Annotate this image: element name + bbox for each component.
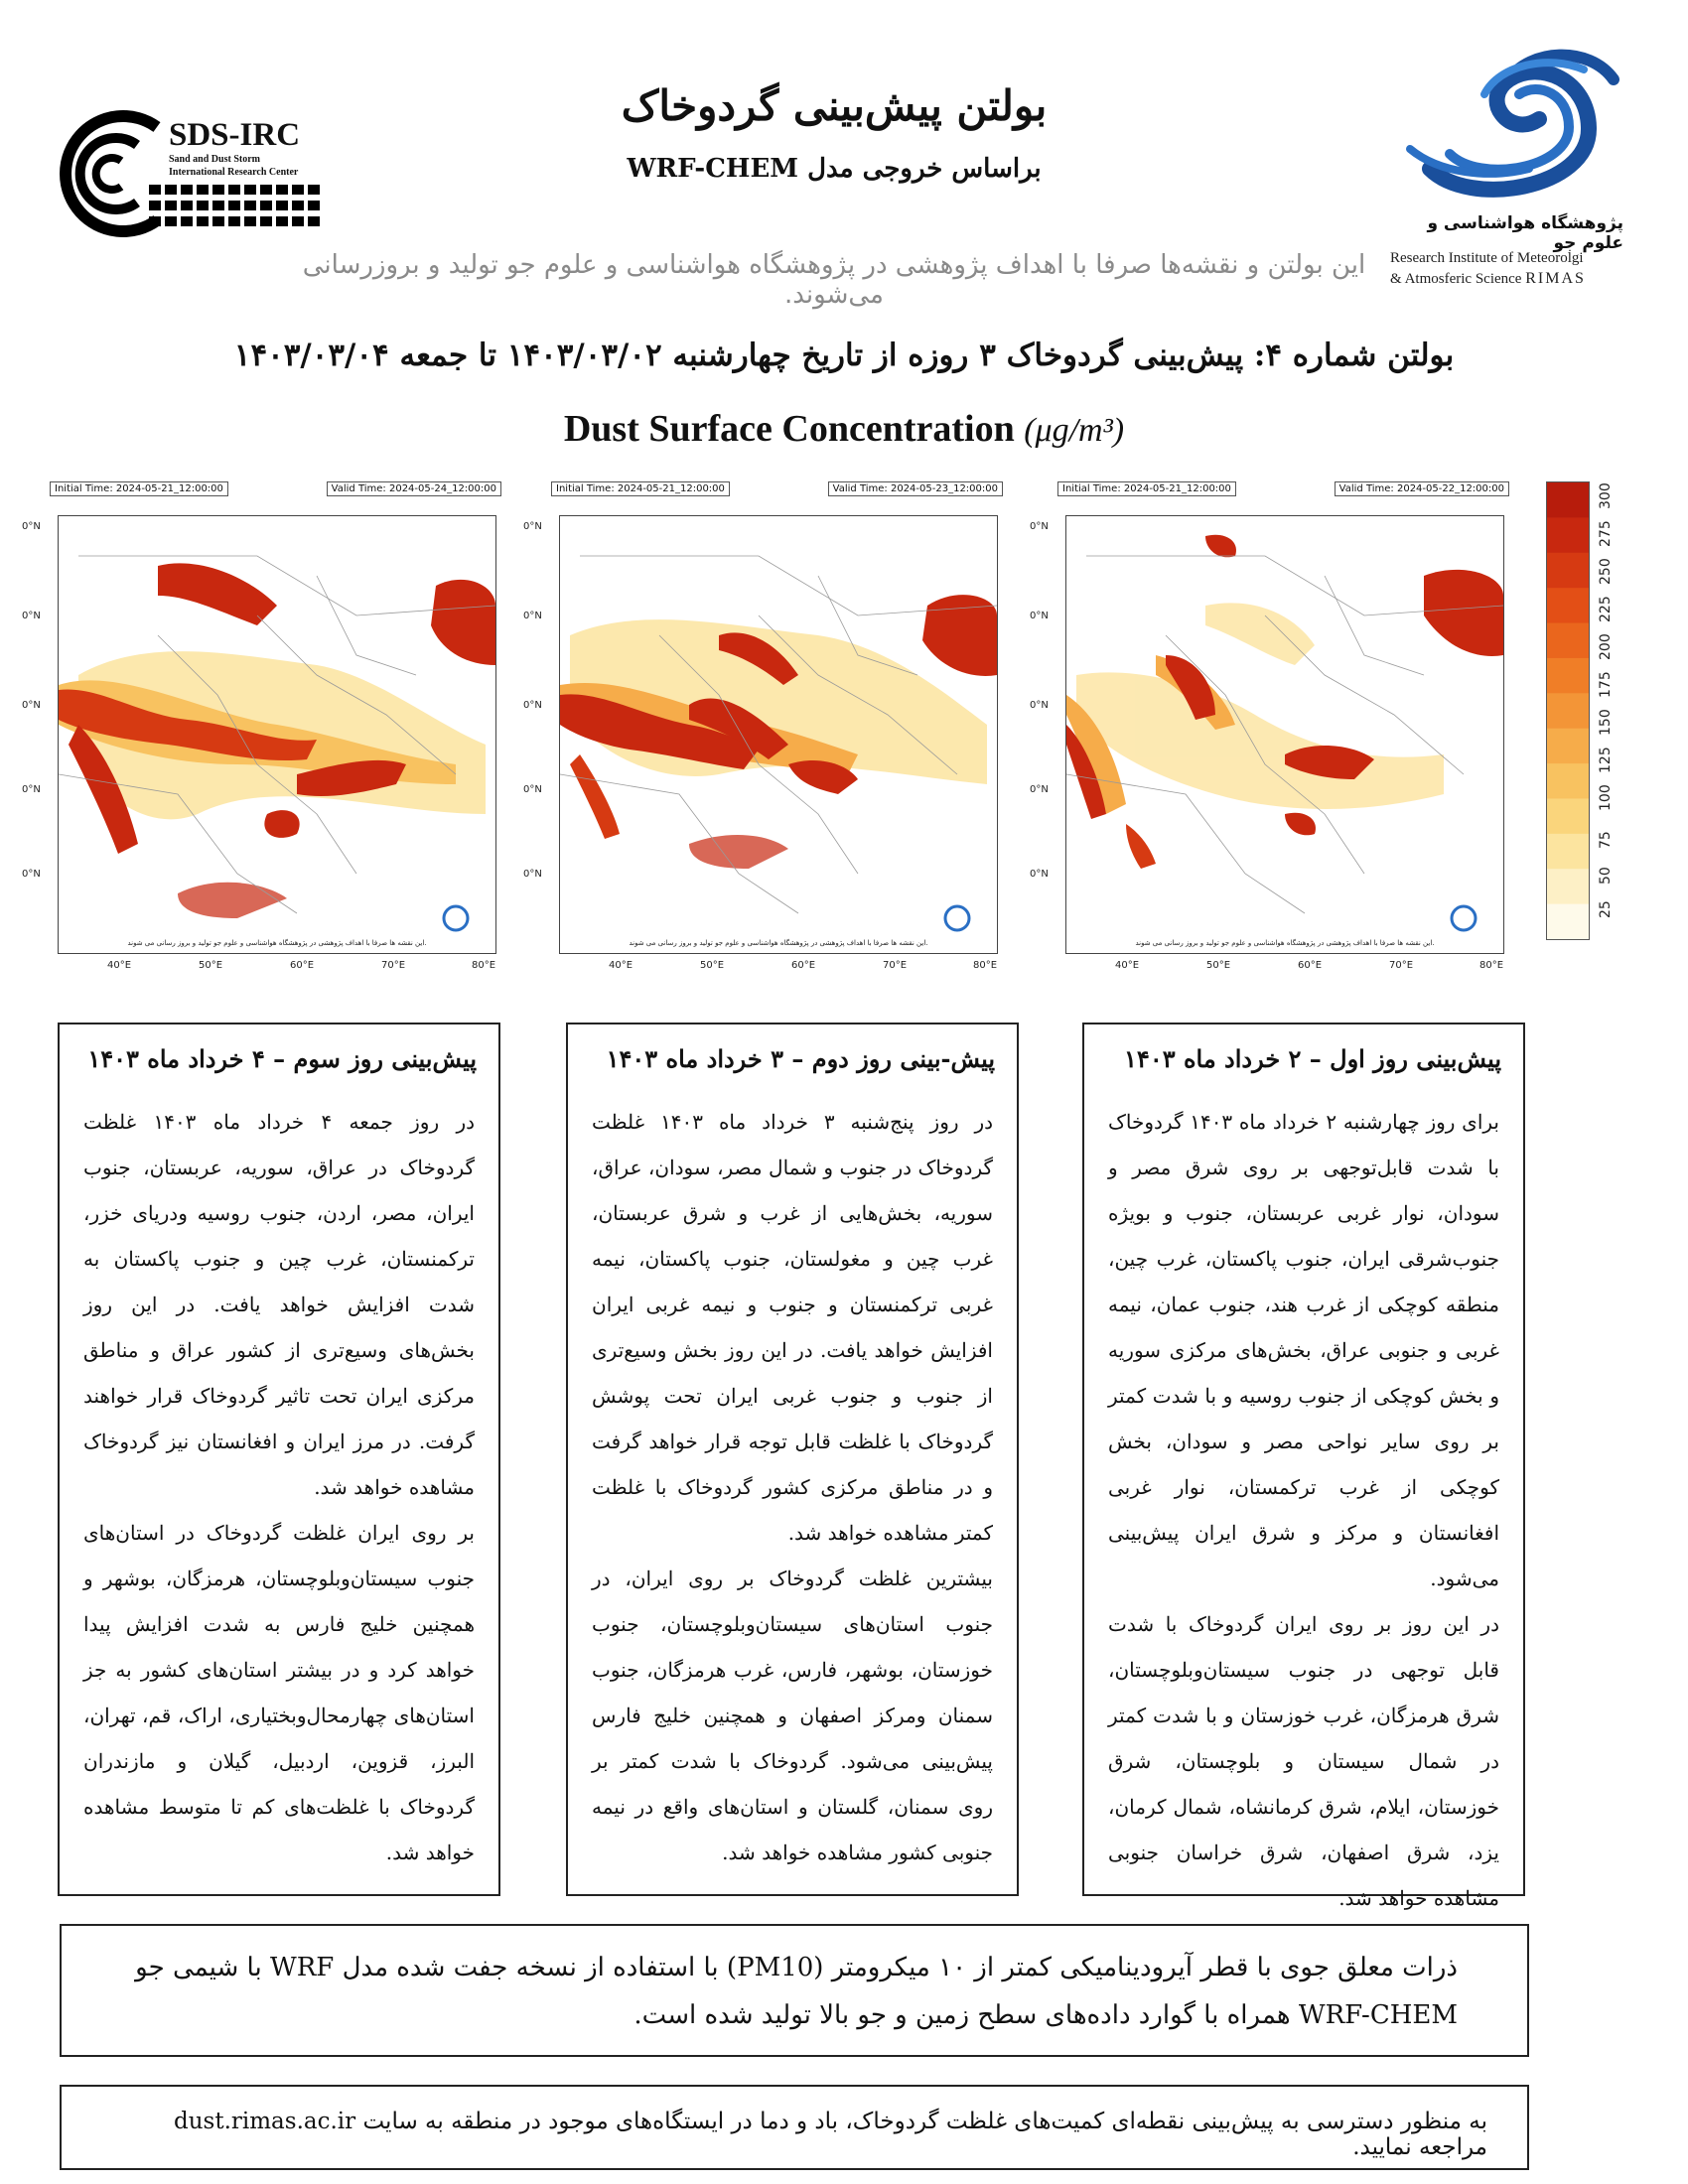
forecast-paragraph: در این روز بر روی ایران گردوخاک با شدت قابل توجهی در جنوب سیستان‌وبلوچستان، شرق هرمزگان، غرب خوزستان و با شدت کمتر در شمال سیستان و بلوچستان، شرق خوزستان، ایلام، شرق کرمانشاه، شمال کرمان، یزد، شرق اصفهان، شرق خراسان جنوبی مشاهده خواهد شد. (1108, 1612, 1499, 1910)
map-footer-note: این نقشه ها صرفا با اهداف پژوهشی در پژوهشگاه هواشناسی و علوم جو تولید و بروز رسانی می شوند. (1135, 939, 1435, 947)
forecast-box-body (1084, 1073, 1523, 1921)
colorbar-segment (1547, 869, 1589, 904)
colorbar-label: 75 (1598, 831, 1614, 849)
colorbar-labels (1594, 481, 1623, 938)
forecast-paragraph: بر روی ایران غلظت گردوخاک در استان‌های جنوب سیستان‌وبلوچستان، هرمزگان، بوشهر و همچنین خلیج فارس به شدت افزایش پیدا خواهد کرد و در بیشتر استان‌های کشور به جز استان‌های چهارمحال‌وبختیاری، اراک، قم، تهران، البرز، قزوین، اردبیل، گیلان و مازندران گردوخاک با غلظت‌های کم تا متوسط مشاهده خواهد شد. (83, 1521, 475, 1864)
model-note-box (60, 1924, 1529, 2057)
bulletin-number-title: بولتن شماره ۴: پیش‌بینی گردوخاک ۳ روزه از تاریخ چهارشنبه ۱۴۰۳/۰۳/۰۲ تا جمعه ۱۴۰۳/۰۳/۰۴ (233, 338, 1455, 373)
rimas-logo (1390, 40, 1628, 208)
lon-tick: 50°E (199, 960, 223, 971)
lon-tick: 70°E (883, 960, 908, 971)
colorbar-label: 175 (1598, 671, 1614, 698)
lon-tick: 50°E (700, 960, 725, 971)
lat-tick: 0°N (523, 521, 542, 532)
lat-tick: 0°N (22, 611, 41, 621)
colorbar-label: 225 (1598, 596, 1614, 622)
colorbar-segment (1547, 482, 1589, 518)
dust-map-day1 (1065, 515, 1504, 954)
map-footer-note: این نقشه ها صرفا با اهداف پژوهشی در پژوهشگاه هواشناسی و علوم جو تولید و بروز رسانی می شوند. (629, 939, 928, 947)
colorbar-label: 125 (1598, 747, 1614, 773)
lat-tick: 0°N (523, 784, 542, 795)
lon-tick: 60°E (1298, 960, 1323, 971)
lat-tick: 0°N (1030, 700, 1049, 711)
lat-tick: 0°N (1030, 521, 1049, 532)
lon-tick: 70°E (1389, 960, 1414, 971)
bulletin-header-subtitle: براساس خروجی مدل WRF-CHEM (627, 154, 1042, 184)
rimas-name-en-line1: Research Institute of Meteorolgi (1390, 250, 1584, 266)
colorbar-segment (1547, 693, 1589, 729)
lat-tick: 0°N (22, 521, 41, 532)
forecast-box-day2 (566, 1023, 1019, 1896)
lat-tick: 0°N (22, 784, 41, 795)
map-footer-note: این نقشه ها صرفا با اهداف پژوهشی در پژوهشگاه هواشناسی و علوم جو تولید و بروز رسانی می شوند. (127, 939, 427, 947)
lat-tick: 0°N (523, 869, 542, 880)
forecast-box-body (568, 1073, 1017, 1875)
model-note-text: ذرات معلق جوی با قطر آیرودینامیکی کمتر از ۱۰ میکرومتر (PM10) با استفاده از نسخه جفت شده مدل WRF با شیمی جو WRF-CHEM همراه با گوارد داده‌های سطح زمین و جو بالا تولید شده است. (135, 1953, 1458, 2030)
concentration-colorbar (1546, 481, 1590, 940)
dust-map-day2 (559, 515, 998, 954)
lon-tick: 80°E (1479, 960, 1504, 971)
lon-tick: 40°E (609, 960, 633, 971)
lat-tick: 0°N (523, 611, 542, 621)
colorbar-segment (1547, 834, 1589, 870)
lon-tick: 40°E (107, 960, 132, 971)
lat-tick: 0°N (22, 700, 41, 711)
colorbar-segment (1547, 658, 1589, 694)
forecast-paragraph: بیشترین غلظت گردوخاک بر روی ایران، در جنوب استان‌های سیستان‌وبلوچستان، جنوب خوزستان، بوشهر، فارس، غرب هرمزگان، جنوب سمنان ومرکز اصفهان و همچنین خلیج فارس پیش‌بینی می‌شود. گردوخاک با شدت کمتر بر روی سمنان، گلستان و استان‌های واقع در نیمه جنوبی کشور مشاهده خواهد شد. (592, 1567, 993, 1864)
forecast-paragraph: در روز جمعه ۴ خرداد ماه ۱۴۰۳ غلظت گردوخاک در عراق، سوریه، عربستان، جنوب ایران، مصر، اردن، جنوب روسیه ودریای خزر، ترکمنستان، غرب چین و جنوب پاکستان به شدت افزایش خواهد یافت. در این روز بخش‌های وسیع‌تری از کشور عراق و مناطق مرکزی ایران تحت تاثیر گردوخاک قرار خواهند گرفت. در مرز ایران و افغانستان نیز گردوخاک مشاهده خواهد شد. (83, 1110, 476, 1499)
forecast-box-title: پیش-بینی روز دوم – ۳ خرداد ماه ۱۴۰۳ (606, 1044, 995, 1073)
lon-tick: 60°E (791, 960, 816, 971)
colorbar-label: 50 (1598, 867, 1614, 885)
lon-tick: 40°E (1115, 960, 1140, 971)
forecast-box-day1 (1082, 1023, 1525, 1910)
colorbar-segment (1547, 517, 1589, 553)
sds-irc-name: SDS-IRC (169, 117, 301, 153)
bulletin-header-title: بولتن پیش‌بینی گردوخاک (621, 81, 1048, 130)
website-note-text: به منظور دسترسی به پیش‌بینی نقطه‌ای کمیت‌های غلظت گردوخاک، باد و دما در ایستگاه‌های موجود در منطقه به سایت dust.rimas.ac.ir مراجعه نمایید. (174, 2109, 1487, 2160)
colorbar-segment (1547, 798, 1589, 834)
map-valid-time: Valid Time: 2024-05-24_12:00:00 (327, 481, 501, 496)
colorbar-segment (1547, 553, 1589, 589)
lat-tick: 0°N (1030, 784, 1049, 795)
colorbar-label: 100 (1598, 784, 1614, 811)
lat-tick: 0°N (1030, 611, 1049, 621)
sds-irc-line2: International Research Center (169, 167, 299, 178)
lat-tick: 0°N (523, 700, 542, 711)
forecast-box-title: پیش‌بینی روز سوم – ۴ خرداد ماه ۱۴۰۳ (87, 1044, 477, 1073)
colorbar-label: 250 (1598, 558, 1614, 585)
map-panel-day1 (1030, 481, 1509, 978)
forecast-paragraph: در روز پنج‌شنبه ۳ خرداد ماه ۱۴۰۳ غلظت گردوخاک در جنوب و شمال مصر، سودان، عراق، سوریه، بخش‌هایی از غرب و شرق عربستان، غرب چین و مغولستان، جنوب پاکستان، نیمه غربی ترکمنستان و جنوب و نیمه غربی ایران افزایش خواهد یافت. در این روز بخش وسیع‌تری از جنوب و جنوب غربی ایران تحت پوشش گردوخاک با غلظت قابل توجه قرار خواهد گرفت و در مناطق مرکزی کشور گردوخاک با غلظت کمتر مشاهده خواهد شد. (592, 1110, 994, 1545)
disclaimer-text: این بولتن و نقشه‌ها صرفا با اهداف پژوهشی در پژوهشگاه هواشناسی و علوم جو تولید و بروزرسانی می‌شوند. (302, 250, 1366, 310)
sds-irc-line1: Sand and Dust Storm (169, 154, 260, 165)
colorbar-segment (1547, 729, 1589, 764)
colorbar-label: 150 (1598, 709, 1614, 736)
colorbar-label: 25 (1598, 900, 1614, 918)
forecast-box-title: پیش‌بینی روز اول – ۲ خرداد ماه ۱۴۰۳ (1124, 1044, 1501, 1073)
lon-tick: 60°E (290, 960, 315, 971)
map-initial-time: Initial Time: 2024-05-21_12:00:00 (50, 481, 228, 496)
lat-tick: 0°N (1030, 869, 1049, 880)
colorbar-label: 300 (1598, 482, 1614, 509)
map-initial-time: Initial Time: 2024-05-21_12:00:00 (551, 481, 730, 496)
forecast-box-body (60, 1073, 498, 1875)
colorbar-segment (1547, 763, 1589, 799)
map-section-title: Dust Surface Concentration (μg/m³) (563, 408, 1125, 450)
lon-tick: 80°E (472, 960, 496, 971)
forecast-box-day3 (58, 1023, 500, 1896)
lon-tick: 70°E (381, 960, 406, 971)
lon-tick: 80°E (973, 960, 998, 971)
colorbar-segment (1547, 588, 1589, 623)
rimas-name-fa: پژوهشگاه هواشناسی و علوم جو (1427, 213, 1623, 253)
map-valid-time: Valid Time: 2024-05-23_12:00:00 (828, 481, 1003, 496)
map-initial-time: Initial Time: 2024-05-21_12:00:00 (1057, 481, 1236, 496)
forecast-paragraph: برای روز چهارشنبه ۲ خرداد ماه ۱۴۰۳ گردوخاک با شدت قابل‌توجهی بر روی شرق مصر و سودان، نوار غربی عربستان، جنوب و بویژه جنوب‌شرقی ایران، جنوب پاکستان، غرب چین، منطقه کوچکی از غرب هند، جنوب عمان، نیمه غربی و جنوبی عراق، بخش‌های مرکزی سوریه و بخش کوچکی از جنوب روسیه و با شدت کمتر بر روی سایر نواحی مصر و سودان، بخش کوچکی از غرب ترکمستان، نوار غربی افغانستان و مرکز و شرق ایران پیش‌بینی می‌شود. (1108, 1110, 1499, 1590)
map-panel-day2 (523, 481, 1003, 978)
colorbar-segment (1547, 904, 1589, 940)
website-note-box (60, 2085, 1529, 2170)
colorbar-label: 275 (1598, 520, 1614, 547)
map-panel-day3 (22, 481, 501, 978)
lat-tick: 0°N (22, 869, 41, 880)
colorbar-segment (1547, 623, 1589, 659)
lon-tick: 50°E (1206, 960, 1231, 971)
dust-map-day3 (58, 515, 496, 954)
rimas-name-en-line2: & Atmosferic Science RIMAS (1390, 270, 1586, 287)
colorbar-label: 200 (1598, 633, 1614, 660)
map-valid-time: Valid Time: 2024-05-22_12:00:00 (1335, 481, 1509, 496)
